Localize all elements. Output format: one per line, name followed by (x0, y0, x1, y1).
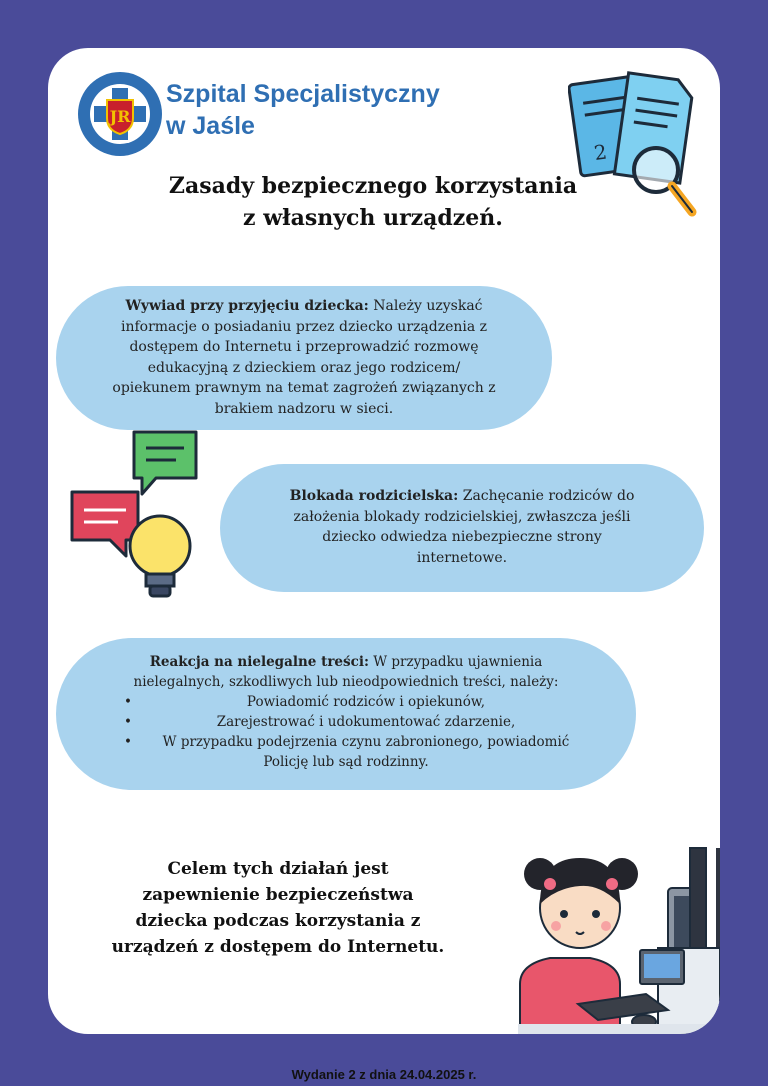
hospital-logo-icon (76, 70, 164, 158)
list-item: • Powiadomić rodziców i opiekunów, (124, 694, 486, 710)
title-line2: z własnych urządzeń. (243, 205, 503, 231)
section-text: Zachęcanie rodziców do (458, 488, 635, 504)
closing-line: dziecka podczas korzystania z (135, 911, 421, 931)
closing-line: urządzeń z dostępem do Internetu. (111, 937, 445, 957)
section-text: dostępem do Internetu i przeprowadzić rozmowę (129, 339, 479, 355)
action-list (86, 692, 606, 752)
section-text: założenia blokady rodzicielskiej, zwłaszcza jeśli (293, 508, 631, 525)
svg-text:JR: JR (109, 107, 131, 126)
bullet: • (124, 734, 132, 750)
section-text: brakiem nadzoru w sieci. (214, 400, 394, 417)
section-text: Należy uzyskać (368, 298, 483, 314)
section-text: W przypadku ujawnienia (368, 654, 543, 670)
hospital-name-line2: w Jaśle (166, 112, 255, 140)
closing-line: zapewnienie bezpieczeństwa (142, 885, 414, 905)
bullet: • (124, 694, 132, 710)
section-child-interview (56, 286, 552, 430)
section-text: edukacyjną z dzieckiem oraz jego rodzicem/ (147, 359, 461, 376)
section-parental-control (220, 464, 704, 592)
hospital-name-line1: Szpital Specjalistyczny (166, 80, 440, 108)
edition-footer: Wydanie 2 z dnia 24.04.2025 r. (291, 1067, 477, 1082)
list-item: • W przypadku podejrzenia czynu zabronionego, powiadomić (124, 734, 570, 750)
section-text: opiekunem prawnym na temat zagrożeń związanych z (112, 380, 496, 396)
lightbulb-icon (130, 516, 190, 596)
title-line1: Zasady bezpiecznego korzystania (168, 173, 578, 199)
section-heading: Wywiad przy przyjęciu dziecka: (125, 298, 369, 314)
section-text: informacje o posiadaniu przez dziecko urządzenia z (120, 318, 488, 335)
closing-statement (88, 856, 468, 960)
section-text: nielegalnych, szkodliwych lub nieodpowiednich treści, należy: (133, 674, 559, 690)
hospital-name (166, 78, 440, 142)
girl-at-computer-icon (518, 818, 720, 1034)
closing-line: Celem tych działań jest (167, 859, 389, 879)
page-title (108, 170, 638, 234)
section-heading: Reakcja na nielegalne treści: (149, 654, 369, 670)
list-tail: Policję lub sąd rodzinny. (263, 754, 429, 770)
section-text: internetowe. (416, 549, 508, 566)
svg-text:2: 2 (592, 139, 609, 166)
section-text: dziecko odwiedza niebezpieczne strony (322, 529, 602, 545)
poster-card (48, 48, 720, 1034)
chat-bubbles-icon (68, 428, 208, 608)
section-illegal-content (56, 638, 636, 790)
bullet: • (124, 714, 132, 730)
section-heading: Blokada rodzicielska: (289, 488, 459, 504)
list-item: • Zarejestrować i udokumentować zdarzenie, (124, 714, 516, 730)
